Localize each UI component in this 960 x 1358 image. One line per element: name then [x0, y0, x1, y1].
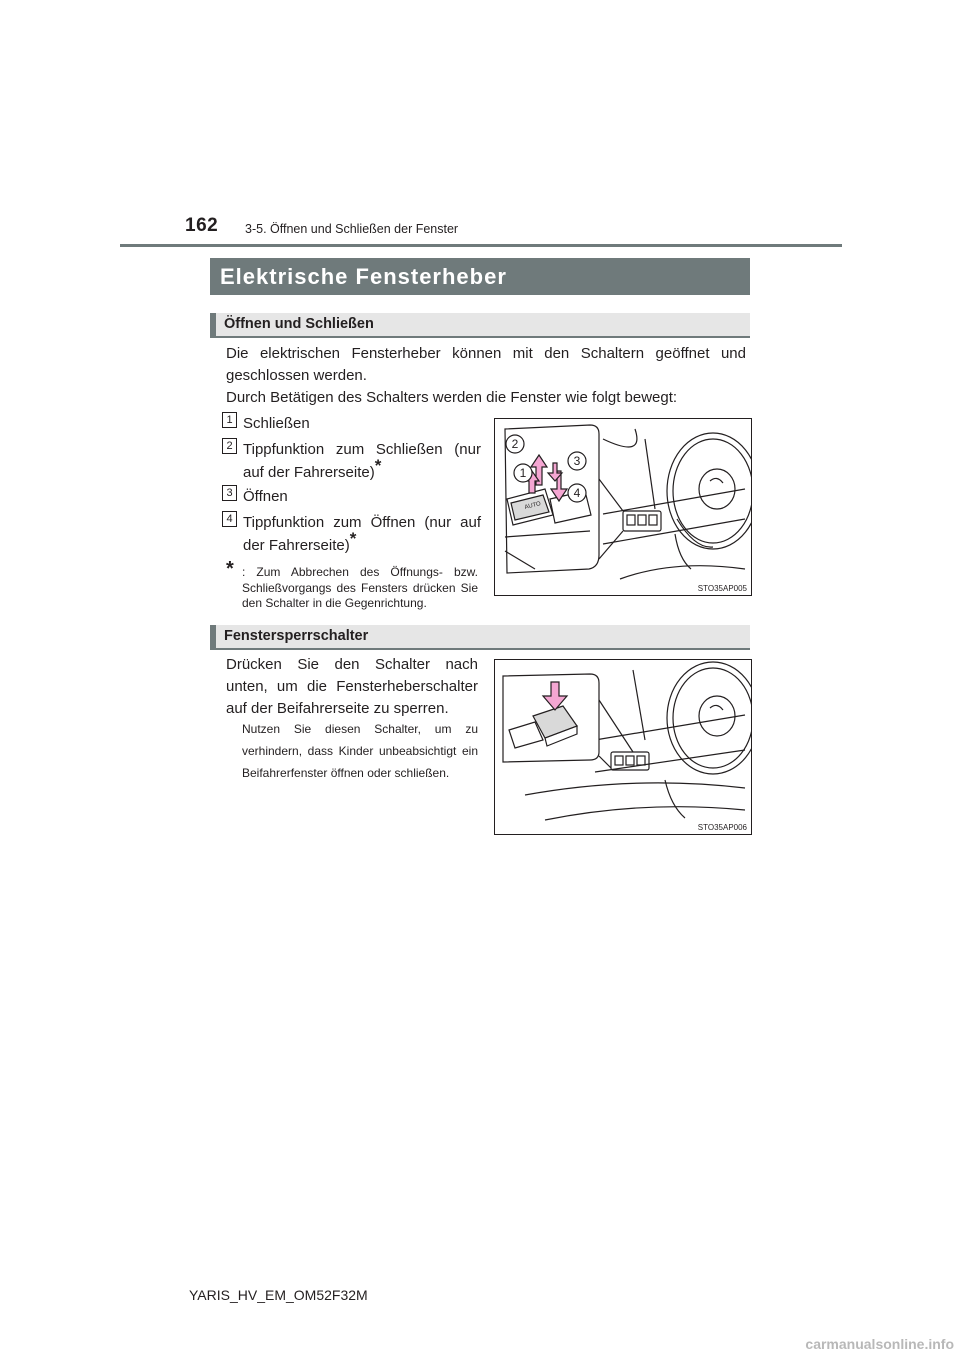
callout-3: 3: [573, 454, 581, 468]
heading-marker: [210, 313, 216, 336]
subsection-heading-label: Öffnen und Schließen: [224, 316, 374, 332]
heading-marker: [210, 625, 216, 648]
intro-paragraph-1: Die elektrischen Fensterheber können mit den Schaltern geöffnet und geschlossen werden.: [226, 345, 746, 384]
step-label: Öffnen: [243, 488, 288, 505]
footnote-star: *: [374, 456, 382, 475]
subsection-heading-open-close: [210, 313, 750, 338]
step-number-4: 4: [222, 511, 237, 527]
callout-4: 4: [573, 486, 581, 500]
figure-window-lock: [494, 659, 752, 835]
step-number-2: 2: [222, 438, 237, 454]
step-text-3: [243, 486, 481, 508]
document-code-footer: YARIS_HV_EM_OM52F32M: [189, 1287, 368, 1303]
running-head: 3-5. Öffnen und Schließen der Fenster: [245, 222, 459, 236]
callout-1: 1: [519, 466, 527, 480]
window-switch-illustration: [495, 419, 751, 595]
figure-code: STO35AP006: [697, 823, 747, 832]
subsection-heading-window-lock: [210, 625, 750, 650]
step-text-1: [243, 413, 481, 435]
watermark[interactable]: carmanualsonline.info: [805, 1336, 954, 1352]
step-label: Schließen: [243, 415, 310, 432]
window-lock-illustration: [495, 660, 751, 834]
auto-label: AUTO: [524, 501, 542, 511]
intro-paragraph-2: Durch Betätigen des Schalters werden die Fenster wie folgt bewegt:: [226, 389, 678, 406]
step-number-1: 1: [222, 412, 237, 428]
footnote-star: *: [349, 529, 357, 548]
header-rule: [120, 244, 842, 247]
step-label: Tippfunktion zum Öffnen (nur auf der Fahrerseite): [243, 514, 481, 554]
window-lock-note: Nutzen Sie diesen Schalter, um zu verhindern, dass Kinder unbeabsichtigt ein Beifahrerfenster öffnen oder schließen.: [242, 722, 478, 780]
step-number-3: 3: [222, 485, 237, 501]
figure-window-switch: [494, 418, 752, 596]
footnote-text: : Zum Abbrechen des Öffnungs- bzw. Schließvorgangs des Fensters drücken Sie den Schalter in die Gegenrichtung.: [242, 565, 478, 610]
step-text-4: [243, 512, 481, 557]
section-title: Elektrische Fensterheber: [210, 258, 750, 295]
step-label: Tippfunktion zum Schließen (nur auf der Fahrerseite): [243, 441, 481, 481]
footnote-mark: *: [226, 558, 234, 580]
window-lock-text: Drücken Sie den Schalter nach unten, um die Fensterheberschalter auf der Beifahrerseite zu sperren.: [226, 656, 478, 717]
step-text-2: [243, 439, 481, 484]
subsection-heading-label: Fenstersperrschalter: [224, 628, 369, 644]
figure-code: STO35AP005: [697, 584, 747, 593]
page-number: 162: [185, 215, 219, 236]
callout-2: 2: [511, 437, 519, 451]
intro-text: [226, 343, 746, 409]
